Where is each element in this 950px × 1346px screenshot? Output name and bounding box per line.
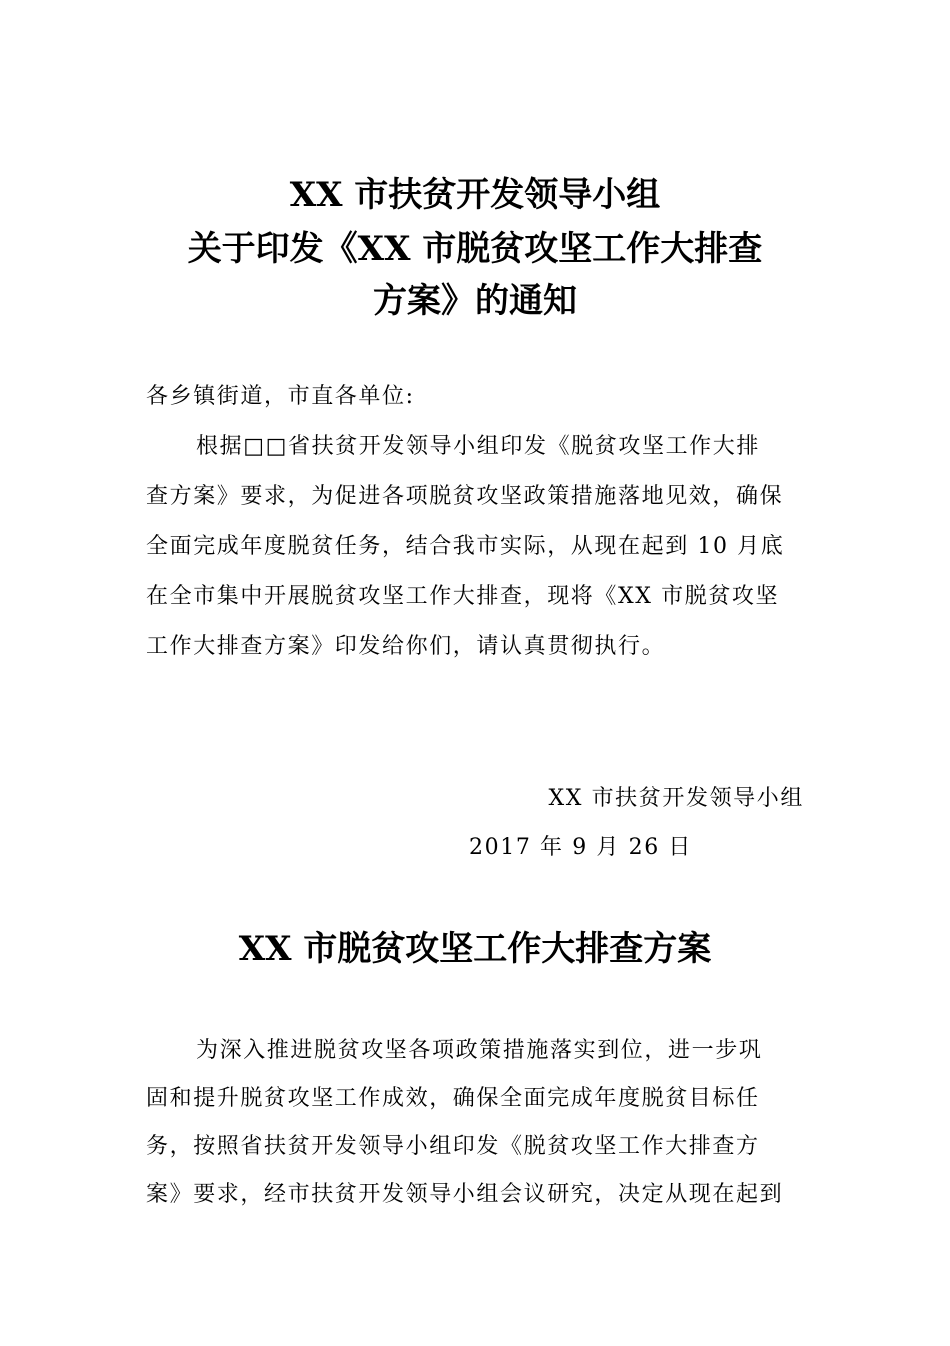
plan-body-line: 案》要求，经市扶贫开发领导小组会议研究，决定从现在起到	[146, 1182, 784, 1207]
notice-body-line: 查方案》要求，为促进各项脱贫攻坚政策措施落地见效，确保	[146, 484, 784, 509]
notice-title-line-1: XX 市扶贫开发领导小组	[289, 175, 661, 215]
notice-body-line: 在全市集中开展脱贫攻坚工作大排查，现将《XX 市脱贫攻坚	[146, 584, 780, 609]
plan-body-line: 固和提升脱贫攻坚工作成效，确保全面完成年度脱贫目标任	[146, 1086, 760, 1111]
signature-date: 2017 年 9 月 26 日	[469, 835, 692, 860]
signature-organization: XX 市扶贫开发领导小组	[548, 786, 804, 811]
notice-title-line-3: 方案》的通知	[373, 281, 577, 321]
notice-salutation: 各乡镇街道，市直各单位:	[146, 384, 415, 409]
notice-body-line: 工作大排查方案》印发给你们，请认真贯彻执行。	[146, 634, 666, 659]
notice-body-line: 根据□□省扶贫开发领导小组印发《脱贫攻坚工作大排	[196, 434, 760, 459]
plan-body-line: 为深入推进脱贫攻坚各项政策措施落实到位，进一步巩	[196, 1038, 763, 1063]
notice-body-line: 全面完成年度脱贫任务，结合我市实际，从现在起到 10 月底	[146, 534, 785, 559]
plan-body-line: 务，按照省扶贫开发领导小组印发《脱贫攻坚工作大排查方	[146, 1134, 760, 1159]
plan-title: XX 市脱贫攻坚工作大排查方案	[238, 929, 712, 969]
notice-title-line-2: 关于印发《XX 市脱贫攻坚工作大排查	[187, 229, 763, 269]
